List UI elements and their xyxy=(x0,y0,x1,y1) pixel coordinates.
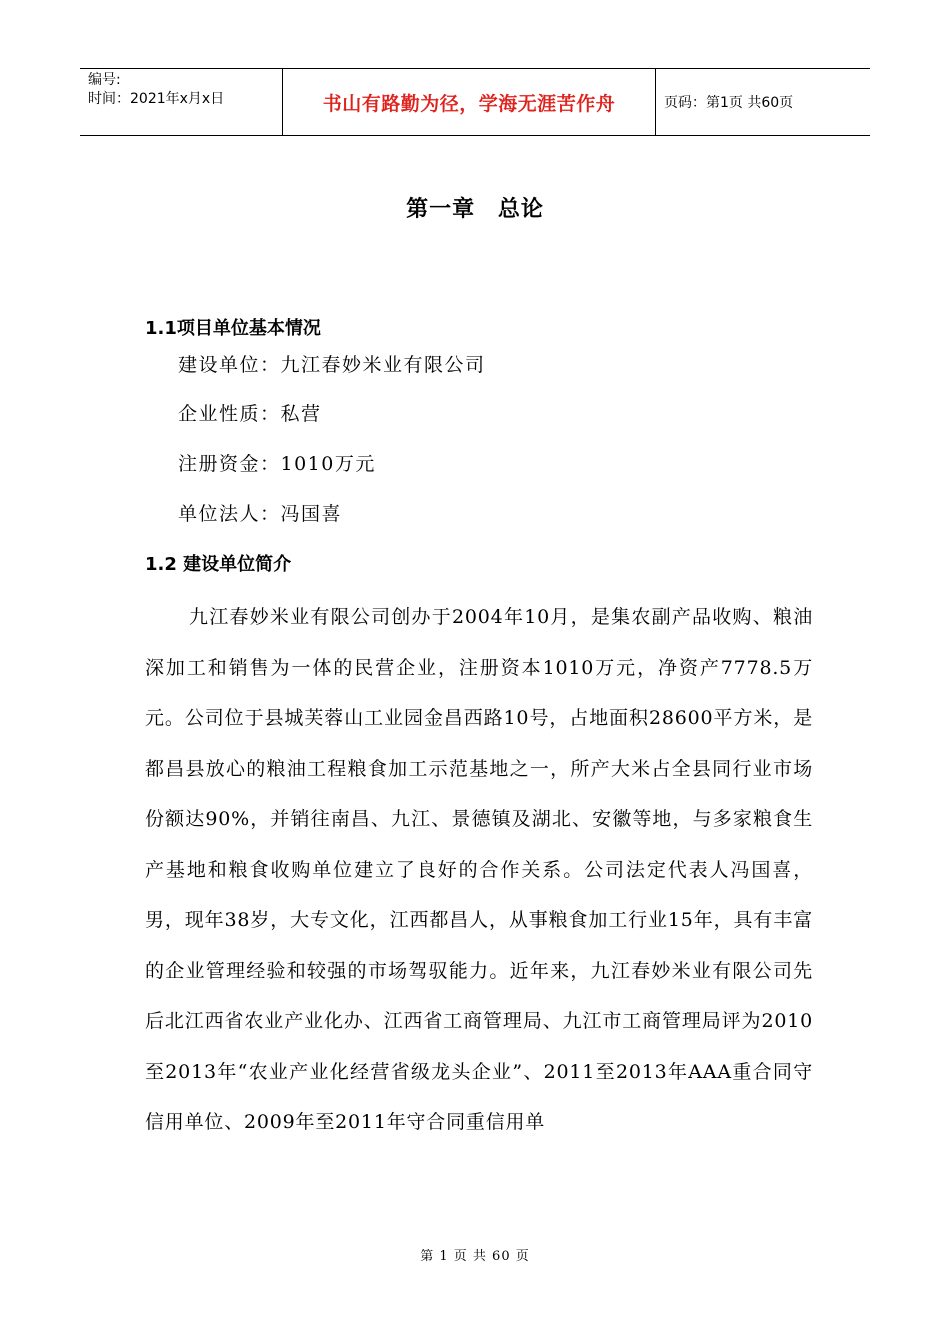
info-line-enterprise-nature: 企业性质：私营 xyxy=(178,403,322,425)
page-header xyxy=(80,68,870,136)
document-number-label: 编号: xyxy=(88,72,121,88)
info-line-legal-representative: 单位法人：冯国喜 xyxy=(178,503,343,525)
section-heading-1-1: 1.1项目单位基本情况 xyxy=(145,318,321,339)
header-page-info: 页码：第1页 共60页 xyxy=(664,95,794,111)
chapter-title: 第一章 总论 xyxy=(406,197,544,222)
info-line-registered-capital: 注册资金：1010万元 xyxy=(178,453,376,475)
section-heading-1-2: 1.2 建设单位简介 xyxy=(145,554,292,575)
info-line-construction-unit: 建设单位：九江春妙米业有限公司 xyxy=(178,354,486,376)
header-left-cell xyxy=(80,69,282,135)
footer-page-number: 第 1 页 共 60 页 xyxy=(420,1249,530,1264)
document-date: 时间：2021年x月x日 xyxy=(88,91,225,107)
company-introduction-paragraph: 九江春妙米业有限公司创办于2004年10月，是集农副产品收购、粮油深加工和销售为一体的民营企业，注册资本1010万元，净资产7778.5万元。公司位于县城芙蓉山工业园金昌西路10号，占地面积28600平方米，是都昌县放心的粮油工程粮食加工示范基地之一，所产大米占全县同行业市场份额达90%，并销往南昌、九江、景德镇及湖北、安徽等地，与多家粮食生产基地和粮食收购单位建立了良好的合作关系。公司法定代表人冯国喜，男，现年38岁，大专文化，江西都昌人，从事粮食加工行业15年，具有丰富的企业管理经验和较强的市场驾驭能力。近年来，九江春妙米业有限公司先后北江西省农业产业化办、江西省工商管理局、九江市工商管理局评为2010至2013年“农业产业化经营省级龙头企业”、2011至2013年AAA重合同守信用单位、2009年至2011年守合同重信用单 xyxy=(145,606,813,1133)
header-motto: 书山有路勤为径，学海无涯苦作舟 xyxy=(282,69,656,135)
